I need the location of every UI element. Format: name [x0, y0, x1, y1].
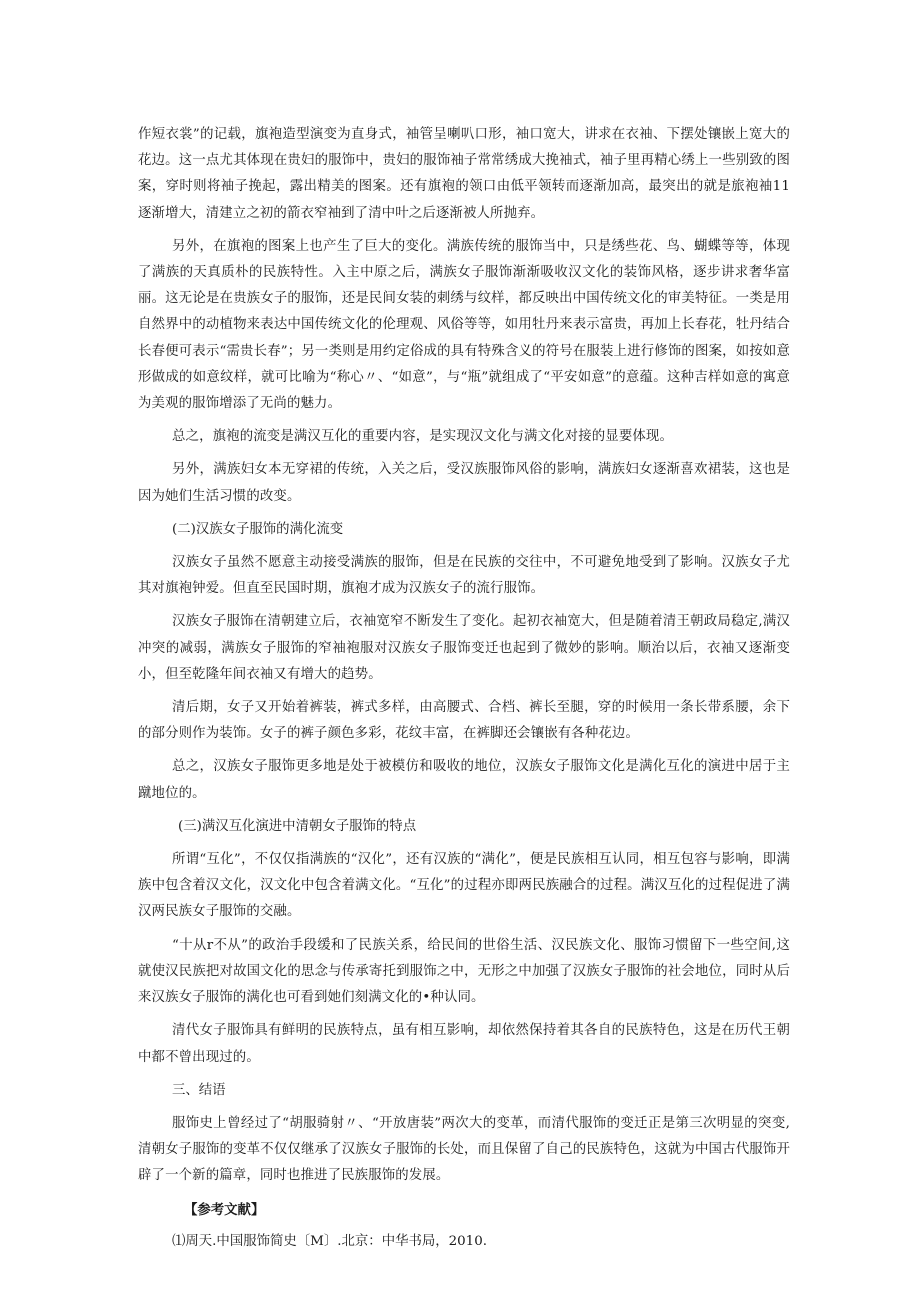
paragraph-han-summary: 总之，汉族女子服饰更多地是处于被模仿和吸收的地位，汉族女子服饰文化是满化互化的演进中居于主蹴地位的。	[138, 759, 790, 801]
section-heading-han-manchuization: (二)汉族女子服饰的满化流变	[172, 521, 344, 537]
reference-item: ⑴周天.中国服饰简史〔M〕.北京：中华书局，2010.	[172, 1233, 487, 1249]
document-page	[138, 122, 790, 1255]
paragraph-qipao-sleeves: 作短衣裳”的记载，旗袍造型演变为直身式，袖管呈喇叭口形，袖口宽大，讲求在衣袖、下摆处镶嵌上宽大的花边。这一点尤其体现在贵妇的服饰中，贵妇的服饰袖子常常绣成大挽袖式，袖子里再精心绣上一些别致的图案，穿时则将袖子挽起，露出精美的图案。还有旗袍的领口由低平领转而逐渐加高，最突出的就是旅袍袖11逐渐增大，清建立之初的箭衣窄袖到了清中叶之后逐渐被人所抛弃。	[138, 127, 790, 221]
paragraph-political-policy: “十从r不从”的政治手段缓和了民族关系，给民间的世俗生活、汉民族文化、服饰习惯留下一些空间,这就使汉民族把对故国文化的思念与传承寄托到服饰之中，无形之中加强了汉族女子服饰的社会地位，同时从后来汉族女子服饰的满化也可看到她们刻满文化的•种认同。	[138, 937, 790, 1006]
paragraph-mutual-assimilation: 所谓“互化”，不仅仅指满族的“汉化”，还有汉族的“满化”，便是民族相互认同，相互包容与影响，即满族中包含着汉文化，汉文化中包含着满文化。“互化”的过程亦即两民族融合的过程。满汉互化的过程促进了满汉两民族女子服饰的交融。	[138, 852, 790, 920]
paragraph-ethnic-features: 清代女子服饰具有鲜明的民族特点，虽有相互影响，却依然保持着其各自的民族特色，这是在历代王朝中都不曾出现过的。	[138, 1023, 790, 1065]
paragraph-qipao-summary: 总之，旗袍的流变是满汉互化的重要内容，是实现汉文化与满文化对接的显要体现。	[172, 429, 674, 445]
paragraph-han-qipao: 汉族女子虽然不愿意主动接受满族的服饰，但是在民族的交往中，不可避免地受到了影响。汉族女子尤其对旗袍钟爱。但直至民国时期，旗袍才成为汉族女子的流行服饰。	[138, 555, 790, 597]
paragraph-manchu-skirts: 另外，满族妇女本无穿裙的传统，入关之后，受汉族服饰风俗的影响，满族妇女逐渐喜欢裙装，这也是因为她们生活习惯的改变。	[138, 462, 790, 504]
paragraph-qipao-patterns: 另外，在旗袍的图案上也产生了巨大的变化。满族传统的服饰当中，只是绣些花、鸟、蝴蝶等等，体现了满族的天真质朴的民族特性。入主中原之后，满族女子服饰渐渐吸收汉文化的装饰风格，逐步讲求奢华富丽。这无论是在贵族女子的服饰，还是民间女装的刺绣与纹样，都反映出中国传统文化的审美特征。一类是用自然界中的动植物来表达中国传统文化的伦理观、风俗等等，如用牡丹来表示富贵，再加上长春花，牡丹结合长春便可表示“需贵长春”；另一类则是用约定俗成的具有特殊含义的符号在服装上进行修饰的图案，如按如意形做成的如意纹样，就可比喻为“称心〃、“如意”，与“瓶”就组成了“平安如意”的意蕴。这种吉样如意的寓意为美观的服饰增添了无尚的魅力。	[138, 238, 790, 412]
section-heading-characteristics: (三)满汉互化演进中清朝女子服饰的特点	[178, 818, 417, 834]
references-heading: 【参考文献】	[184, 1201, 265, 1218]
paragraph-trousers: 清后期，女子又开始着裤装，裤式多样，由高腰式、合档、裤长至腿，穿的时候用一条长带系腰，余下的部分则作为装饰。女子的裤子颜色多彩，花纹丰富，在裤脚还会镶嵌有各种花边。	[138, 700, 790, 742]
section-heading-conclusion: 三、结语	[172, 1082, 226, 1098]
paragraph-han-sleeves: 汉族女子服饰在清朝建立后，衣袖宽窄不断发生了变化。起初衣袖宽大，但是随着清王朝政局稳定,满汉冲突的减弱，满族女子服饰的窄袖袍服对汉族女子服饰变迁也起到了微妙的影响。顺治以后，衣袖又逐渐变小，但至乾隆年间衣袖又有增大的趋势。	[138, 614, 790, 682]
paragraph-conclusion: 服饰史上曾经过了“胡服骑射〃、“开放唐装”两次大的变革，而清代服饰的变迁正是第三次明显的突变,清朝女子服饰的变革不仅仅继承了汉族女子服饰的长处，而且保留了自己的民族特色，这就为中国古代服饰开辟了一个新的篇章，同时也推进了民族服饰的发展。	[138, 1115, 790, 1184]
